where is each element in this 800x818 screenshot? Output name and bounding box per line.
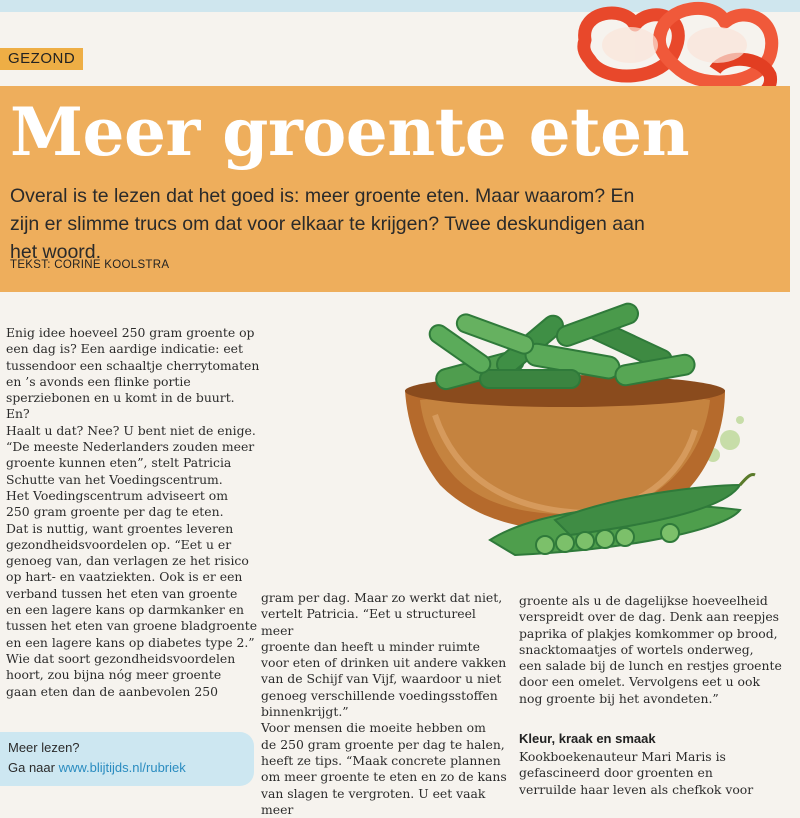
bowl-of-green-beans-illustration <box>395 305 775 575</box>
headline: Meer groente eten <box>10 93 690 171</box>
article-column-3-continued: Kookboekenauteur Mari Maris is gefascineerd door groenten en verruilde haar leven als chefkok voor <box>519 749 754 797</box>
article-column-2: gram per dag. Maar zo werkt dat niet, vertelt Patricia. “Eet u structureel meer groente dan heeft u minder ruimte voor eten of drinken uit andere vakken van de Schijf van Vijf, waardoor u niet genoeg verschillende voedingsstoffen binnenkrijgt.” Voor mensen die moeite hebben om de 250 gram groente per dag te halen, heeft ze tips. “Maak concrete plannen om meer groente te eten en zo de kans van slagen te vergroten. U eet vaak meer <box>261 590 507 817</box>
read-more-line <box>8 760 186 775</box>
article-column-1: Enig idee hoeveel 250 gram groente op een dag is? Een aardige indicatie: eet tussendoor een schaaltje cherrytomaten en ’s avonds een flinke portie sperziebonen en u komt in de buurt. En? Haalt u dat? Nee? U bent niet de enige. “De meeste Nederlanders zouden meer groente kunnen eten”, stelt Patricia Schutte van het Voedingscentrum. Het Voedingscentrum adviseert om 250 gram groente per dag te eten. Dat is nuttig, want groentes leveren gezondheidsvoordelen op. “Eet u er genoeg van, dan verlagen ze het risico op hart- en vaatziekten. Ook is er een verband tussen het eten van groente en een lagere kans op darmkanker en tussen het eten van groene bladgroente en een lagere kans op diabetes type 2.” Wie dat soort gezondheidsvoordelen hoort, zou bijna nóg meer groente gaan eten dan de aanbevolen 250 <box>6 325 260 699</box>
read-more-link[interactable]: www.blijtijds.nl/rubriek <box>58 760 186 775</box>
intro-text: Overal is te lezen dat het goed is: meer groente eten. Maar waarom? En zijn er slimme trucs om dat voor elkaar te krijgen? Twee deskundigen aan het woord. <box>10 185 645 263</box>
read-more-prefix: Ga naar <box>8 760 59 775</box>
read-more-title: Meer lezen? <box>8 740 80 755</box>
category-tag: GEZOND <box>0 48 83 70</box>
byline: TEKST: CORINE KOOLSTRA <box>10 259 170 271</box>
section-subhead: Kleur, kraak en smaak <box>519 731 656 746</box>
article-column-3: groente als u de dagelijkse hoeveelheid verspreidt over de dag. Denk aan reepjes paprika of plakjes komkommer op brood, snacktomaatjes of wortels onderweg, een salade bij de lunch en restjes groente door een omelet. Vervolgens eet u ook nog groente bij het avondeten.” <box>519 593 782 706</box>
